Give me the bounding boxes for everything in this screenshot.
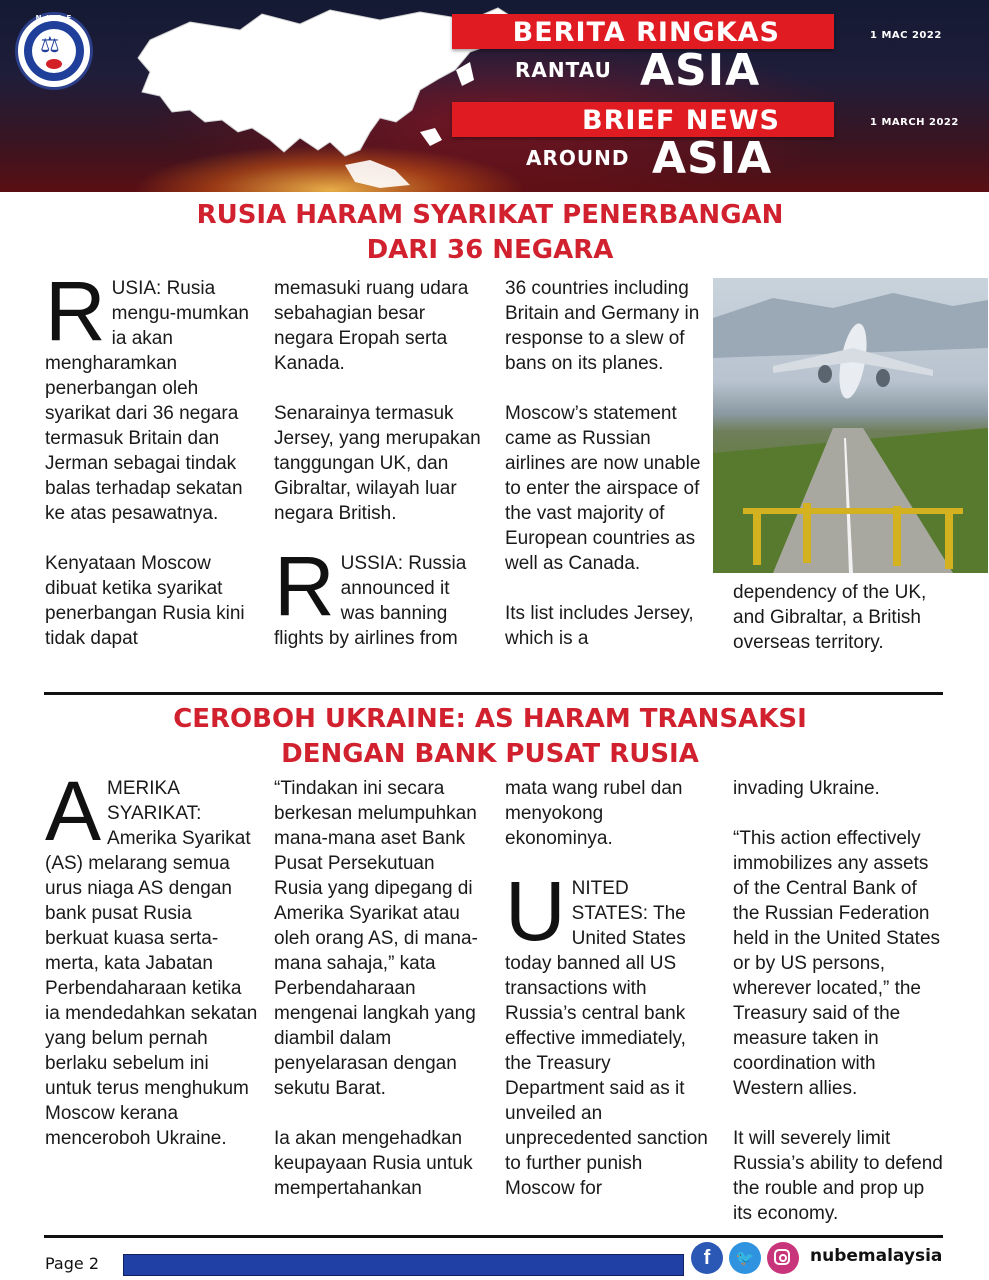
instagram-icon[interactable] [767,1242,799,1274]
masthead [0,0,989,192]
drop-cap: R [274,539,335,633]
article1-paragraph: 36 countries including Britain and Germany in response to a slew of bans on its planes. [505,278,700,374]
article2-paragraph: invading Ukraine. [733,778,880,799]
drop-cap: R [45,264,106,358]
hibiscus-icon [46,59,62,69]
article2-paragraph: mata wang rubel dan menyokong ekonominya. [505,778,683,849]
article1-paragraph: Moscow’s statement came as Russian airlines are now unable to enter the airspace of the vast majority of European countries as well as Canada. [505,403,701,574]
banner-malay-sub-big: ASIA [640,45,761,96]
article1-paragraph: Kenyataan Moscow dibuat ketika syarikat penerbangan Rusia kini tidak dapat [45,553,245,649]
article1-headline-line1: RUSIA HARAM SYARIKAT PENERBANGAN [196,200,784,230]
article2-paragraph: “This action effectively immobilizes any assets of the Central Bank of the Russian Federation held in the United States or by US persons, wherever located,” the Treasury said of the measure taken in coordination with Western allies. [733,828,941,1099]
article2-column-1 [45,764,259,1151]
article1-paragraph: RUSSIA: Russia announced it was banning flights by airlines from [274,539,467,649]
drop-cap: U [505,864,566,958]
article2-headline-line1: CEROBOH UKRAINE: AS HARAM TRANSAKSI [173,704,807,734]
banner-english-sub-small: AROUND [526,146,630,170]
article1-paragraph: memasuki ruang udara sebahagian besar negara Eropah serta Kanada. [274,278,469,374]
footer-bar [123,1254,684,1276]
article1-paragraph: Senarainya termasuk Jersey, yang merupakan tanggungan UK, dan Gibraltar, wilayah luar negara British. [274,403,481,524]
article2-paragraph: “Tindakan ini secara berkesan melumpuhkan mana-mana aset Bank Pusat Persekutuan Rusia yang dipegang di Amerika Syarikat atau oleh orang AS, di mana-mana sahaja,” kata Perbendaharaan mengenai langkah yang diambil dalam penyelarasan dengan sekutu Barat. [274,778,478,1099]
article1-column-1 [45,264,250,651]
article2-paragraph: UNITED STATES: The United States today banned all US transactions with Russia’s central bank effective immediately, the Treasury Department said as it unveiled an unprecedented sanction to further punish Moscow for [505,864,708,1199]
article1-headline-line2: DARI 36 NEGARA [366,235,614,265]
scales-icon: ⚖ [40,33,60,58]
nube-logo [15,12,93,90]
banner-malay [452,14,834,49]
article2-column-2 [274,776,488,1201]
article1-column-3 [505,276,708,651]
page-number: Page 2 [45,1254,99,1273]
article2-paragraph: It will severely limit Russia’s ability to defend the rouble and prop up its economy. [733,1128,943,1224]
banner-english-sub-big: ASIA [652,133,773,184]
airplane-takeoff-photo [713,278,988,573]
banner-malay-title: BERITA RINGKAS [512,17,780,48]
footer-divider [44,1235,943,1238]
social-handle[interactable]: nubemalaysia [810,1246,943,1266]
article2-paragraph: Ia akan mengehadkan keupayaan Rusia untuk mempertahankan [274,1128,473,1199]
article1-paragraph: Its list includes Jersey, which is a [505,603,694,649]
article2-column-4 [733,776,947,1226]
banner-english [452,102,834,137]
banner-english-title: BRIEF NEWS [582,105,780,136]
drop-cap: A [45,764,102,858]
twitter-icon[interactable]: 🐦 [729,1242,761,1274]
section-divider [44,692,943,695]
facebook-icon[interactable]: f [691,1242,723,1274]
date-english: 1 MARCH 2022 [870,117,959,128]
airplane-illustration [713,278,988,573]
logo-text: N.U.B.E [35,14,73,22]
article1-paragraph: dependency of the UK, and Gibraltar, a British overseas territory. [733,582,927,653]
article1-headline [40,198,940,268]
article1-column-2 [274,276,488,651]
article2-headline-line2: DENGAN BANK PUSAT RUSIA [281,739,699,769]
article1-paragraph: RUSIA: Rusia mengu-mumkan ia akan mengharamkan penerbangan oleh syarikat dari 36 negara termasuk Britain dan Jerman sebagai tindak balas terhadap sekatan ke atas pesawatnya. [45,264,249,524]
banner-malay-sub-small: RANTAU [515,58,612,82]
article2-column-3 [505,776,710,1201]
article2-headline [40,702,940,772]
article1-column-4 [733,580,943,655]
article2-paragraph: AMERIKA SYARIKAT: Amerika Syarikat (AS) melarang semua urus niaga AS dengan bank pusat Rusia berkuat kuasa serta-merta, kata Jabatan Perbendaharaan ketika ia mendedahkan sekatan yang belum pernah berlaku sebelum ini untuk terus menghukum Moscow kerana menceroboh Ukraine. [45,764,258,1149]
date-malay: 1 MAC 2022 [870,30,942,41]
